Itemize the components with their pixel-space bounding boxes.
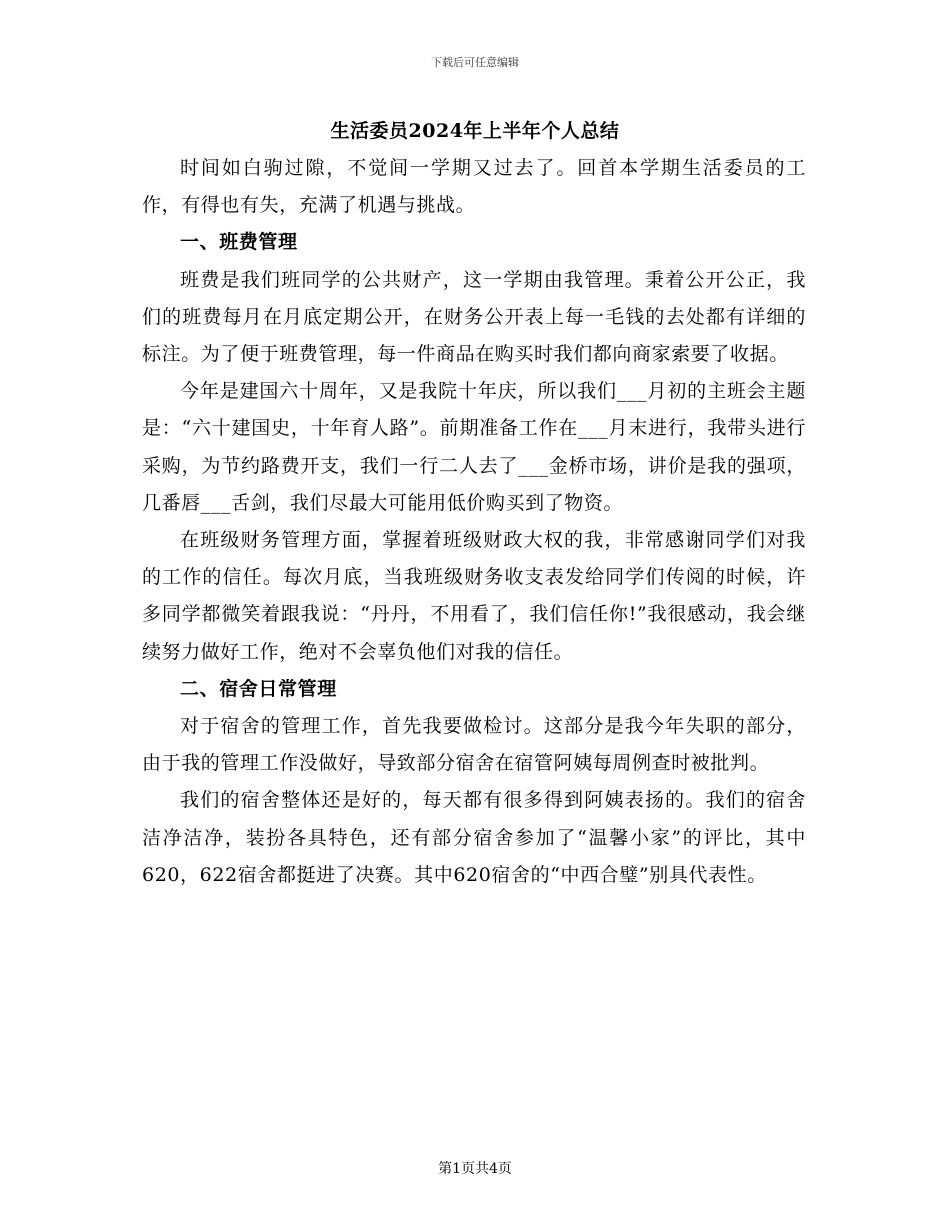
dorm-paragraph-1: 对于宿舍的管理工作，首先我要做检讨。这部分是我今年失职的部分，由于我的管理工作没做好，导致部分宿舍在宿管阿姨每周例查时被批判。 [142,715,806,775]
header-note: 下载后可任意编辑 [431,56,519,69]
class-fund-paragraph-1: 班费是我们班同学的公共财产，这一学期由我管理。秉着公开公正，我们的班费每月在月底定期公开，在财务公开表上每一毛钱的去处都有详细的标注。为了便于班费管理，每一件商品在购买时我们都向商家索要了收据。 [142,268,806,366]
intro-paragraph: 时间如白驹过隙，不觉间一学期又过去了。回首本学期生活委员的工作，有得也有失，充满了机遇与挑战。 [142,157,806,217]
dorm-paragraph-2: 我们的宿舍整体还是好的，每天都有很多得到阿姨表扬的。我们的宿舍洁净洁净，装扮各具特色，还有部分宿舍参加了“温馨小家”的评比，其中620，622宿舍都挺进了决赛。其中620宿舍的“中西合璧”别具代表性。 [142,789,806,886]
page-number-footer: 第1页共4页 [438,1161,512,1177]
section-heading-dorm: 二、宿舍日常管理 [180,677,337,700]
class-fund-paragraph-2: 今年是建国六十周年，又是我院十年庆，所以我们___月初的主班会主题是：“六十建国史，十年育人路”。前期准备工作在___月末进行，我带头进行采购，为节约路费开支，我们一行二人去了___金桥市场，讲价是我的强项，几番唇___舌剑，我们尽最大可能用低价购买到了物资。 [142,380,806,514]
class-fund-paragraph-3: 在班级财务管理方面，掌握着班级财政大权的我，非常感谢同学们对我的工作的信任。每次月底，当我班级财务收支表发给同学们传阅的时候，许多同学都微笑着跟我说：“丹丹，不用看了，我们信任你!”我很感动，我会继续努力做好工作，绝对不会辜负他们对我的信任。 [142,529,806,663]
document-body [142,150,806,894]
section-heading-class-fund: 一、班费管理 [180,231,298,254]
document-title: 生活委员2024年上半年个人总结 [330,120,620,142]
